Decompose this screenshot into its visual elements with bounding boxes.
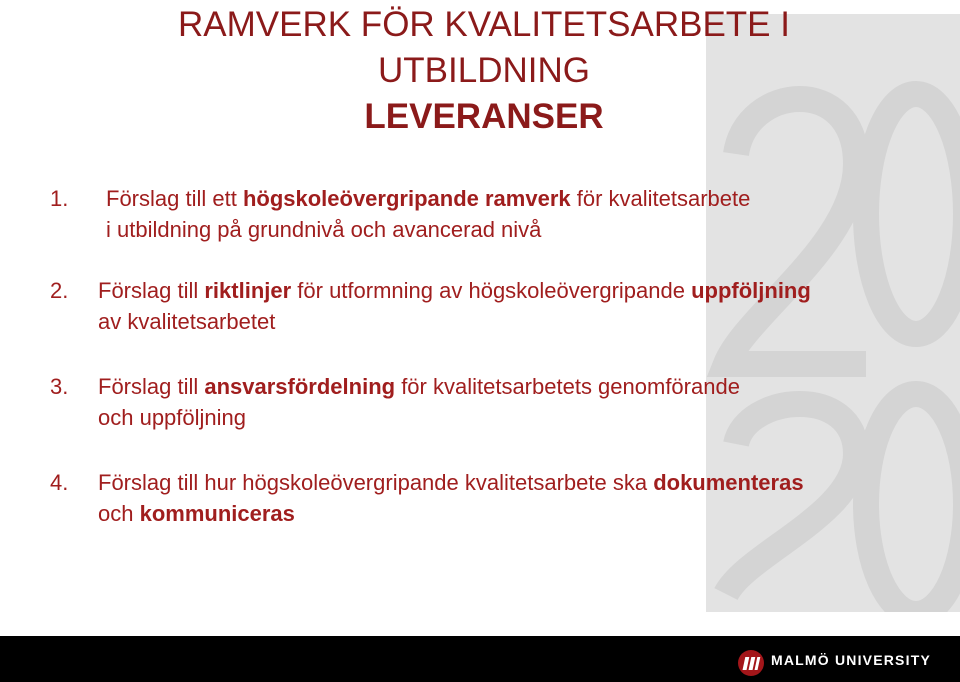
- list-item-number: 3.: [50, 374, 69, 399]
- list-item-highlight: ansvarsfördelning: [204, 374, 396, 399]
- list-item-highlight: uppföljning: [691, 278, 811, 303]
- university-logo-text: MALMÖ UNIVERSITY: [771, 652, 931, 668]
- list-item-text: för kvalitetsarbete: [570, 186, 751, 211]
- list-item-continuation: och uppföljning: [98, 405, 247, 430]
- list-item-2: [50, 275, 950, 337]
- list-item-text: Förslag till: [98, 278, 205, 303]
- title-line-2: UTBILDNING: [378, 51, 590, 90]
- list-item-text: Förslag till: [98, 374, 205, 399]
- list-item-highlight: högskoleövergripande ramverk: [242, 186, 571, 211]
- list-item-text: för utformning av högskoleövergripande: [291, 278, 692, 303]
- footer-bar: [0, 636, 960, 682]
- title-line-3: LEVERANSER: [364, 97, 604, 136]
- list-item-1: [50, 183, 950, 245]
- deliverables-list: [50, 183, 950, 529]
- list-item-highlight: dokumenteras: [653, 470, 804, 495]
- list-item-continuation: av kvalitetsarbetet: [98, 309, 276, 334]
- list-item-4: [50, 467, 950, 529]
- list-item-text: Förslag till ett: [106, 186, 243, 211]
- list-item-highlight: riktlinjer: [204, 278, 292, 303]
- list-item-number: 4.: [50, 470, 69, 495]
- list-item-text: för kvalitetsarbetets genomförande: [395, 374, 740, 399]
- title-line-1: RAMVERK FÖR KVALITETSARBETE I: [178, 5, 790, 44]
- list-item-highlight: kommuniceras: [139, 501, 295, 526]
- slide-title: [130, 2, 838, 140]
- list-item-continuation: i utbildning på grundnivå och avancerad nivå: [106, 217, 542, 242]
- list-item-number: 1.: [50, 186, 69, 211]
- list-item-continuation: och: [98, 501, 140, 526]
- list-item-text: Förslag till hur högskoleövergripande kvalitetsarbete ska: [98, 470, 654, 495]
- list-item-3: [50, 371, 950, 433]
- malmo-university-emblem-icon: [737, 649, 765, 677]
- list-item-number: 2.: [50, 278, 69, 303]
